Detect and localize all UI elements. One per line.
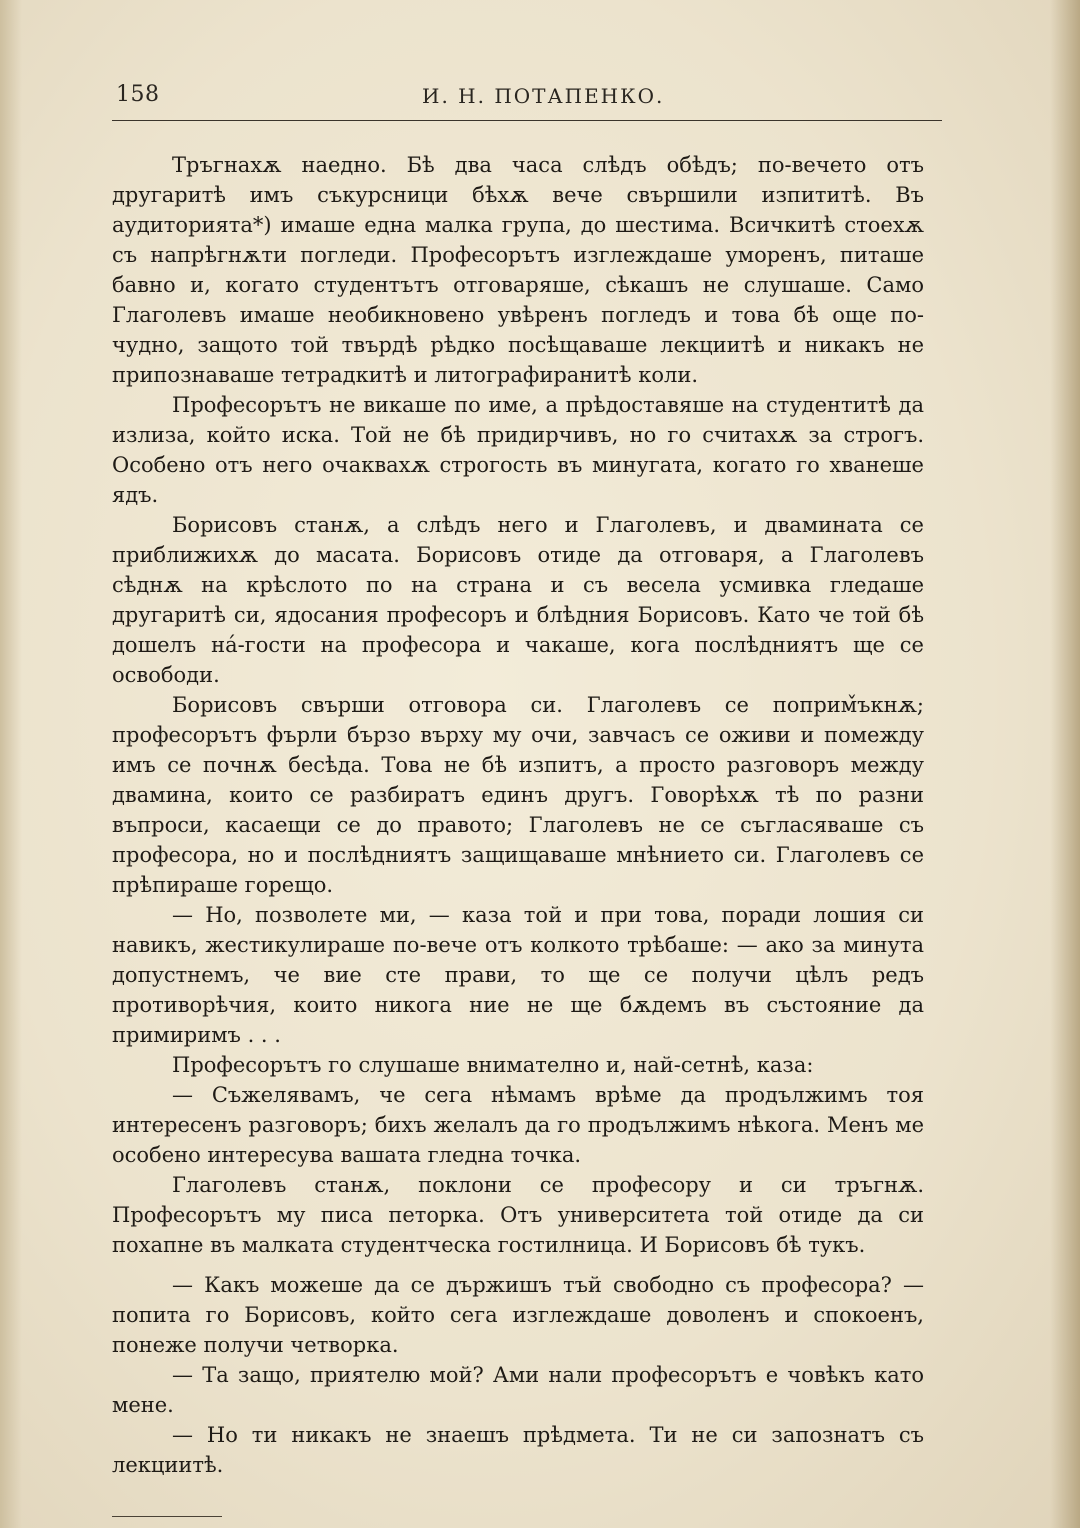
dialogue-paragraph: — Но ти никакъ не знаешъ прѣдмета. Ти не си запознатъ съ лекциитѣ. [112,1423,924,1477]
paragraph: Борисовъ станѫ, а слѣдъ него и Глаголевъ, и двамината се приближихѫ до масата. Борисовъ отиде да отговаря, а Глаголевъ сѣднѫ на крѣслото по на страна и съ весела усмивка гледаше другаритѣ си, ядосания професоръ и блѣдния Борисовъ. Като че той бѣ дошелъ на́-гости на професора и чакаше, кога послѣдниятъ ще се освободи. [112,513,924,687]
paragraph: Глаголевъ станѫ, поклони се професору и си тръгнѫ. Професорътъ му писа петорка. Отъ университета той отиде да си похапне въ малката студентческа гостилница. И Борисовъ бѣ тукъ. [112,1173,924,1257]
dialogue-paragraph: — Какъ можеше да се държишъ тъй свободно съ професора? — попита го Борисовъ, който сега изглеждаше доволенъ и спокоенъ, понеже получи четворка. [112,1273,924,1357]
page-number: 158 [116,82,160,107]
text-body [112,150,924,1480]
dialogue-paragraph: — Съжелявамъ, че сега нѣмамъ врѣме да продължимъ тоя интересенъ разговоръ; бихъ желалъ да го продължимъ нѣкога. Менъ ме особено интересува вашата гледна точка. [112,1083,924,1167]
paragraph: Борисовъ свърши отговора си. Глаголевъ се поприм̌ъкнѫ; професорътъ фърли бързо върху му очи, завчасъ се оживи и помежду имъ се почнѫ бесѣда. Това не бѣ изпитъ, а просто разговоръ между двамина, които се разбиратъ единъ другъ. Говорѣхѫ тѣ по разни въпроси, касаещи се до правото; Глаголевъ не се съгласяваше съ професора, но и послѣдниятъ защищаваше мнѣнието си. Глаголевъ се прѣпираше горещо. [112,693,924,897]
paragraph: Тръгнахѫ наедно. Бѣ два часа слѣдъ обѣдъ; по-вечето отъ другаритѣ имъ съкурсници бѣхѫ вече свършили изпититѣ. Въ аудиторията*) имаше една малка група, до шестима. Всичкитѣ стоехѫ съ напрѣгнѫти погледи. Професорътъ изглеждаше уморенъ, питаше бавно и, когато студентътъ отговаряше, сѣкашъ не слушаше. Само Глаголевъ имаше необикновено увѣренъ погледъ и това бѣ още по-чудно, защото той твърдѣ рѣдко посѣщаваше лекциитѣ и никакъ не припознаваше тетрадкитѣ и литографиранитѣ коли. [112,153,924,387]
footnote-rule [112,1516,222,1517]
page-edge-shadow [1050,0,1080,1528]
dialogue-paragraph: — Но, позволете ми, — каза той и при това, поради лошия си навикъ, жестикулираше по-вече отъ колкото трѣбаше: — ако за минута допустнемъ, че вие сте прави, то ще се получи цѣлъ редъ противорѣчия, които никога ние не ще бѫдемъ въ състояние да примиримъ . . . [112,903,924,1047]
running-head: И. Н. ПОТАПЕНКО. [422,84,665,108]
paragraph: Професорътъ не викаше по име, а прѣдоставяше на студентитѣ да излиза, който иска. Той не бѣ придирчивъ, но го считахѫ за строгъ. Особено отъ него очаквахѫ строгость въ минугата, когато го хванеше ядъ. [112,393,924,507]
paragraph: Професорътъ го слушаше внимателно и, най-сетнѣ, каза: [172,1053,814,1077]
page-header [112,80,942,116]
dialogue-paragraph: — Та защо, приятелю мой? Ами нали професорътъ е човѣкъ като мене. [112,1363,924,1417]
page-binding-shadow [0,0,22,1528]
header-rule [112,120,942,121]
